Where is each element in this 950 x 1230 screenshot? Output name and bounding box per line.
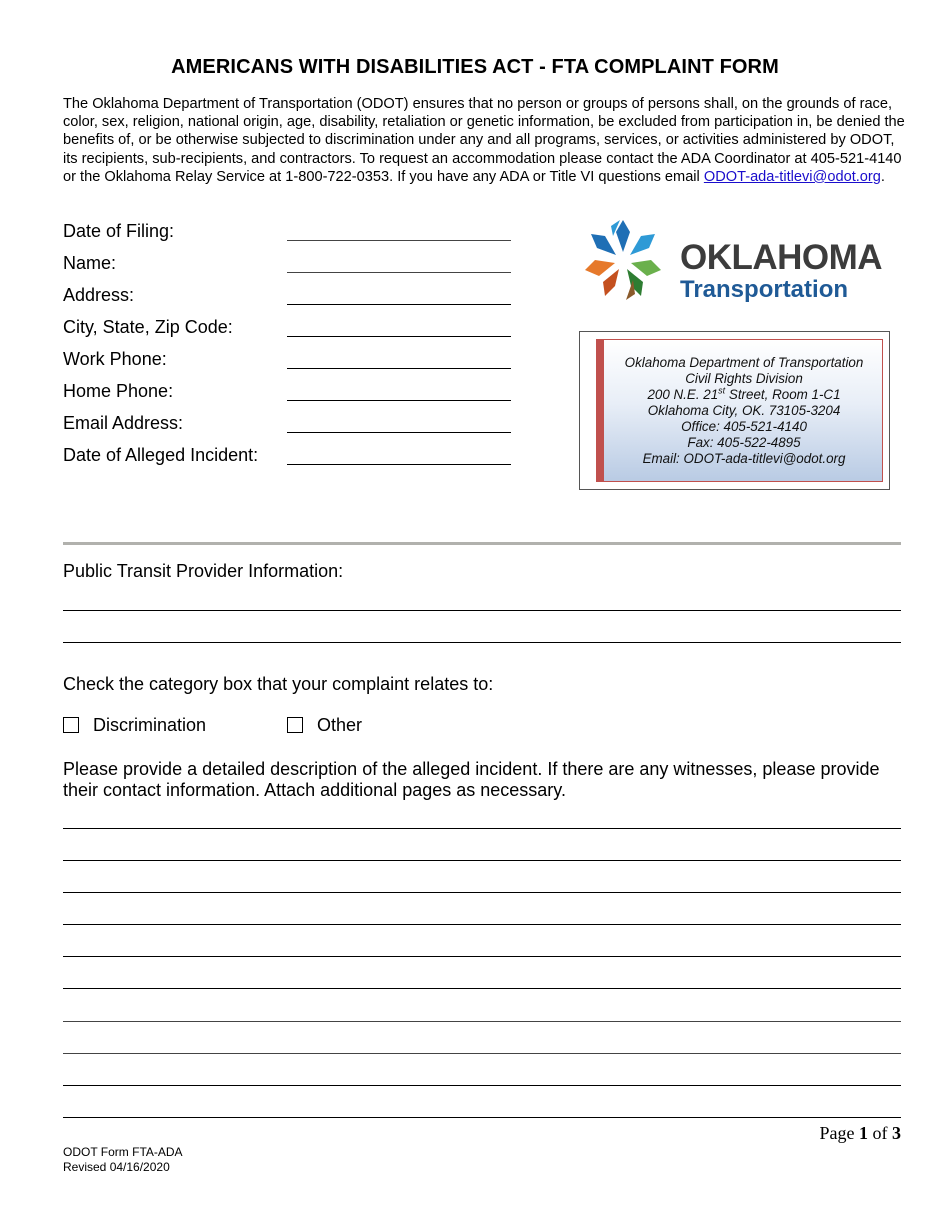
section-divider <box>63 542 901 545</box>
address-input[interactable] <box>287 288 511 305</box>
description-line-3[interactable] <box>63 878 901 893</box>
city-state-zip-input[interactable] <box>287 320 511 337</box>
description-line-6[interactable] <box>63 974 901 989</box>
email-address-input[interactable] <box>287 416 511 433</box>
transit-provider-line-1[interactable] <box>63 596 901 611</box>
form-footer <box>63 1145 183 1174</box>
addr-line-3-pre: 200 N.E. 21 <box>647 387 719 402</box>
form-title: AMERICANS WITH DISABILITIES ACT - FTA COMPLAINT FORM <box>171 56 779 78</box>
logo-petal-2 <box>630 234 655 255</box>
description-line-7[interactable] <box>63 1007 901 1022</box>
logo-petal-6 <box>585 260 615 276</box>
star-logo-icon <box>580 215 666 303</box>
description-line-10[interactable] <box>63 1103 901 1118</box>
addr-line-3-sup: st <box>718 385 726 396</box>
logo-petal-1 <box>616 220 630 252</box>
form-id: ODOT Form FTA-ADA <box>63 1145 183 1159</box>
description-line-5[interactable] <box>63 942 901 957</box>
page-prefix: Page <box>819 1123 859 1143</box>
name-input[interactable] <box>287 256 511 273</box>
contact-address-panel <box>596 339 883 482</box>
contact-address-box <box>579 331 890 490</box>
description-line-1[interactable] <box>63 814 901 829</box>
discrimination-label: Discrimination <box>93 715 207 735</box>
category-prompt: Check the category box that your complaint relates to: <box>63 674 494 694</box>
date-of-incident-label: Date of Alleged Incident: <box>63 445 259 465</box>
transit-provider-line-2[interactable] <box>63 628 901 643</box>
date-of-filing-input[interactable] <box>287 224 511 241</box>
city-state-zip-label: City, State, Zip Code: <box>63 317 233 337</box>
home-phone-input[interactable] <box>287 384 511 401</box>
logo-oklahoma-text: OKLAHOMA <box>680 238 883 277</box>
home-phone-label: Home Phone: <box>63 381 174 401</box>
intro-paragraph <box>63 95 911 186</box>
work-phone-input[interactable] <box>287 352 511 369</box>
description-line-4[interactable] <box>63 910 901 925</box>
addr-line-3-post: Street, Room 1-C1 <box>725 387 841 402</box>
checkbox-other-row[interactable] <box>287 714 362 736</box>
work-phone-label: Work Phone: <box>63 349 167 369</box>
intro-text: The Oklahoma Department of Transportation (ODOT) ensures that no person or groups of persons shall, on the grounds of race, color, sex, religion, national origin, age, disability, retaliation or genetic information, be excluded from participation in, be denied the benefits of, or be otherwise subjected to discrimination under any and all programs, services, or activities administered by ODOT, its recipients, sub-recipients, and contractors. To request an accommodation please contact the ADA Coordinator at 405-521-4140 or the Oklahoma Relay Service at 1-800-722-0353. If you have any ADA or Title VI questions email <box>63 96 905 185</box>
logo-petal-5 <box>603 269 619 296</box>
email-address-label: Email Address: <box>63 413 184 433</box>
addr-line-1: Oklahoma Department of Transportation <box>624 355 864 370</box>
logo-transportation-text: Transportation <box>680 276 849 303</box>
addr-line-3 <box>604 387 884 403</box>
oklahoma-transportation-logo <box>580 215 890 307</box>
address-label: Address: <box>63 285 135 305</box>
page-number <box>780 1123 901 1144</box>
other-label: Other <box>317 715 363 735</box>
logo-petal-7 <box>591 234 616 255</box>
date-of-incident-input[interactable] <box>287 448 511 465</box>
page-current: 1 <box>859 1123 868 1143</box>
description-prompt: Please provide a detailed description of the alleged incident. If there are any witnesses, please provide their contact information. Attach additional pages as necessary. <box>63 759 880 800</box>
email-link[interactable]: ODOT-ada-titlevi@odot.org <box>703 168 881 185</box>
page-of: of <box>868 1123 892 1143</box>
name-label: Name: <box>63 253 117 273</box>
addr-line-4: Oklahoma City, OK. 73105-3204 <box>647 403 841 418</box>
addr-line-6: Fax: 405-522-4895 <box>687 435 801 450</box>
addr-line-2: Civil Rights Division <box>685 371 803 386</box>
transit-provider-label: Public Transit Provider Information: <box>63 561 344 581</box>
date-of-filing-label: Date of Filing: <box>63 221 175 241</box>
description-line-8[interactable] <box>63 1039 901 1054</box>
contact-address-text <box>604 355 884 467</box>
description-line-9[interactable] <box>63 1071 901 1086</box>
page-total: 3 <box>892 1123 901 1143</box>
intro-end: . <box>880 168 885 185</box>
addr-line-5: Office: 405-521-4140 <box>681 419 807 434</box>
revised-date: Revised 04/16/2020 <box>63 1159 170 1174</box>
discrimination-checkbox[interactable] <box>63 717 79 733</box>
logo-petal-3 <box>631 260 661 276</box>
description-line-2[interactable] <box>63 846 901 861</box>
checkbox-discrimination-row[interactable] <box>63 714 206 736</box>
other-checkbox[interactable] <box>287 717 303 733</box>
addr-line-7: Email: ODOT-ada-titlevi@odot.org <box>642 451 846 466</box>
